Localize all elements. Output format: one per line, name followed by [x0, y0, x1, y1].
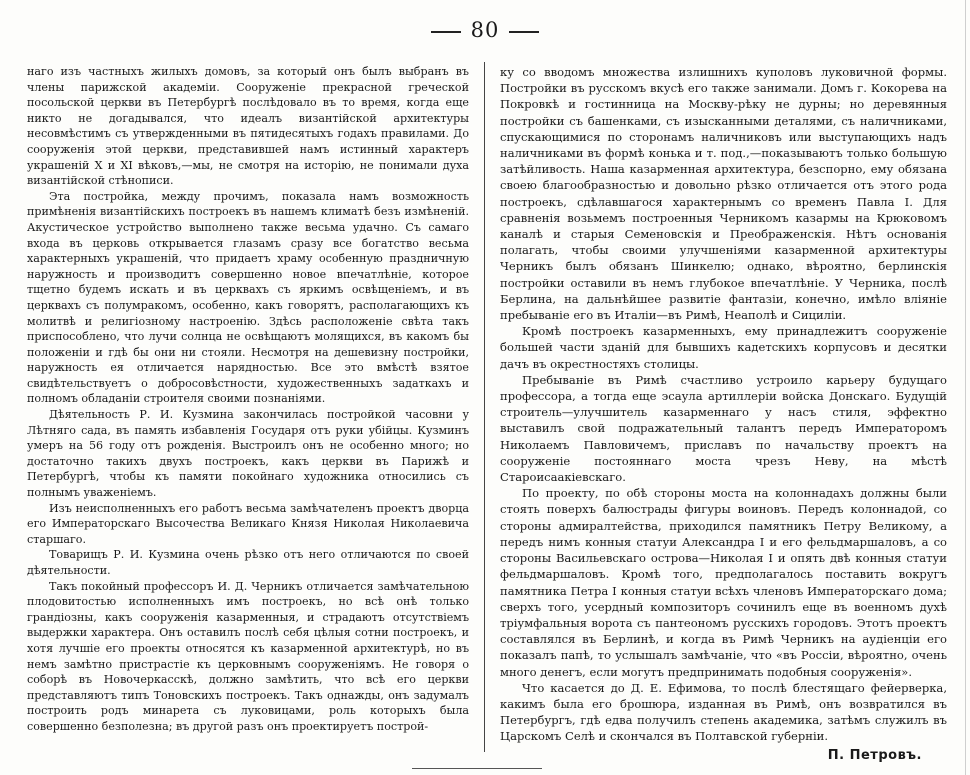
left-paragraph-6: Такъ покойный профессоръ И. Д. Черникъ отличается замѣчательною плодовитостью исполненныхъ имъ построекъ, но всѣ онѣ только грандіозны, какъ сооруженія казарменныя, и страдаютъ отсутствіемъ выдержки характера. Онъ оставилъ послѣ себя цѣлыя сотни построекъ, и хотя лучшіе его проекты относятся къ казарменной архитектурѣ, но въ немъ замѣтно пристрастіе къ церковнымъ сооруженіямъ. Не говоря о соборѣ въ Новочеркасскѣ, должно замѣтить, что всѣ его церкви представляютъ типъ Тоновскихъ построекъ. Такъ однажды, онъ задумалъ построить родъ минарета съ луковицами, роль которыхъ была совершенно безполезна; въ другой разъ онъ проектируетъ построй-	[27, 579, 469, 733]
right-paragraph-5: Что касается до Д. Е. Ефимова, то послѣ блестящаго фейерверка, какимъ была его брошюра, изданная въ Римѣ, онъ возвратился въ Петербургъ, гдѣ едва получилъ степень академика, затѣмъ служилъ въ Царскомъ Селѣ и скончался въ Полтавской губерніи.	[500, 680, 947, 744]
left-paragraph-4: Изъ неисполненныхъ его работъ весьма замѣчателенъ проектъ дворца его Императорскаго Высочества Великаго Князя Николая Николаевича старшаго.	[27, 501, 469, 546]
page-edge	[965, 0, 966, 775]
right-paragraph-2: Кромѣ построекъ казарменныхъ, ему принадлежитъ сооруженіе большей части зданій для бывшихъ кадетскихъ корпусовъ и десятки дачъ въ окрестностяхъ столицы.	[500, 324, 947, 371]
column-divider	[484, 62, 485, 752]
right-paragraph-1: ку со вводомъ множества излишнихъ куполовъ луковичной формы. Постройки въ русскомъ вкусѣ его также занимали. Домъ г. Кокорева на Покровкѣ и гостинница на Москву-рѣку не дурны; но деревянныя постройки съ башенками, съ изысканными деталями, съ наличниками, спускающимися по сторонамъ наличниковъ или выступающихъ надъ наличниками въ формѣ конька и т. под.,—показываютъ только большую затѣйливость. Наша казарменная архитектура, безспорно, ему обязана своею благообразностью и довольно рѣзко отличается отъ этого рода построекъ, сдѣлавшагося характернымъ со временъ Павла I. Для сравненія возьмемъ построенныя Черникомъ казармы на Крюковомъ каналѣ и старыя Семеновскія и Преображенскія. Нѣтъ основанія полагать, чтобы своими улучшеніями казарменной архитектуры Черникъ былъ обязанъ Шинкелю; однако, вѣроятно, берлинскія постройки оставили въ немъ глубокое впечатлѣніе. У Черника, послѣ Берлина, на дальнѣйшее развитіе фантазіи, конечно, имѣло вліяніе пребываніе его въ Италіи—въ Римѣ, Неаполѣ и Сициліи.	[500, 65, 947, 323]
left-column	[27, 64, 469, 735]
left-paragraph-2: Эта постройка, между прочимъ, показала намъ возможность примѣненія византійскихъ построекъ въ нашемъ климатѣ безъ измѣненій. Акустическое устройство выполнено также весьма удачно. Съ самаго входа въ церковь открывается глазамъ сразу все богатство весьма характерныхъ украшеній, что придаетъ храму особенную праздничную наружность и производитъ совершенно новое впечатлѣніе, которое тщетно будемъ искать и въ церквахъ съ яркимъ освѣщеніемъ, и въ церквахъ съ полумракомъ, особенно, какъ говорятъ, располагающихъ къ молитвѣ и религіозному настроенію. Здѣсь расположеніе свѣта такъ приспособлено, что лучи солнца не освѣщаютъ молящихся, въ какомъ бы положеніи и гдѣ бы они ни стояли. Несмотря на дешевизну постройки, наружность ея отличается нарядностью. Все это вмѣстѣ взятое свидѣтельствуетъ о добросовѣстности, художественныхъ задаткахъ и полномъ обладаніи строителя своими познаніями.	[27, 189, 469, 406]
bottom-rule	[412, 768, 542, 769]
header-dash-right	[509, 31, 539, 33]
author-signature: П. Петровъ.	[827, 748, 922, 763]
right-paragraph-3: Пребываніе въ Римѣ счастливо устроило карьеру будущаго профессора, а тогда еще эсаула артиллеріи войска Донскаго. Будущій строитель—улучшитель казарменнаго у насъ стиля, эффектно выставилъ свой подражательный талантъ передъ Императоромъ Николаемъ Павловичемъ, приславъ по начальству проектъ на сооруженіе постояннаго моста чрезъ Неву, на мѣстѣ Староисаакіевскаго.	[500, 372, 947, 485]
right-column	[500, 64, 947, 745]
page-number: 80	[470, 18, 500, 42]
header-dash-left	[431, 31, 461, 33]
left-paragraph-1: наго изъ частныхъ жилыхъ домовъ, за который онъ былъ выбранъ въ члены парижской академіи. Сооруженіе прекрасной греческой посольской церкви въ Петербургѣ послѣдовало въ то время, когда еще никто не догадывался, что идеалъ византійской архитектуры несовмѣстимъ съ утвержденными въ пятидесятыхъ годахъ правилами. До сооруженія этой церкви, представившей намъ истинный характеръ украшеній X и XI вѣковъ,—мы, не смотря на исторію, не понимали духа византійской стѣнописи.	[27, 65, 469, 188]
left-paragraph-3: Дѣятельность Р. И. Кузмина закончилась постройкой часовни у Лѣтняго сада, въ память избавленія Государя отъ руки убійцы. Кузминъ умеръ на 56 году отъ рожденія. Выстроилъ онъ не особенно много; но достаточно такихъ двухъ построекъ, какъ церкви въ Парижѣ и Петербургѣ, чтобы къ памяти покойнаго художника относились съ полнымъ уваженіемъ.	[27, 408, 469, 500]
right-paragraph-4: По проекту, по обѣ стороны моста на колоннадахъ должны были стоять поверхъ балюстрады фигуры воиновъ. Передъ колоннадой, со стороны адмиралтейства, приходился памятникъ Петру Великому, а передъ нимъ конныя статуи Александра I и его фельдмаршаловъ, а со стороны Васильевскаго острова—Николая I и опять двѣ конныя статуи фельдмаршаловъ. Кромѣ того, предполагалось поставить вокругъ памятника Петра I конныя статуи всѣхъ членовъ Императорскаго дома; сверхъ того, усердный композиторъ сочинилъ еще въ военномъ духѣ тріумфальныя ворота съ пантеономъ русскихъ городовъ. Этотъ проектъ составлялся въ Берлинѣ, и когда въ Римѣ Черникъ на аудіенціи его показалъ папѣ, то услышалъ замѣчаніе, что «въ Россіи, вѣроятно, очень много денегъ, если могутъ предпринимать подобныя сооруженія».	[500, 486, 947, 679]
page-header	[0, 18, 970, 42]
left-paragraph-5: Товарищъ Р. И. Кузмина очень рѣзко отъ него отличаются по своей дѣятельности.	[27, 548, 469, 577]
